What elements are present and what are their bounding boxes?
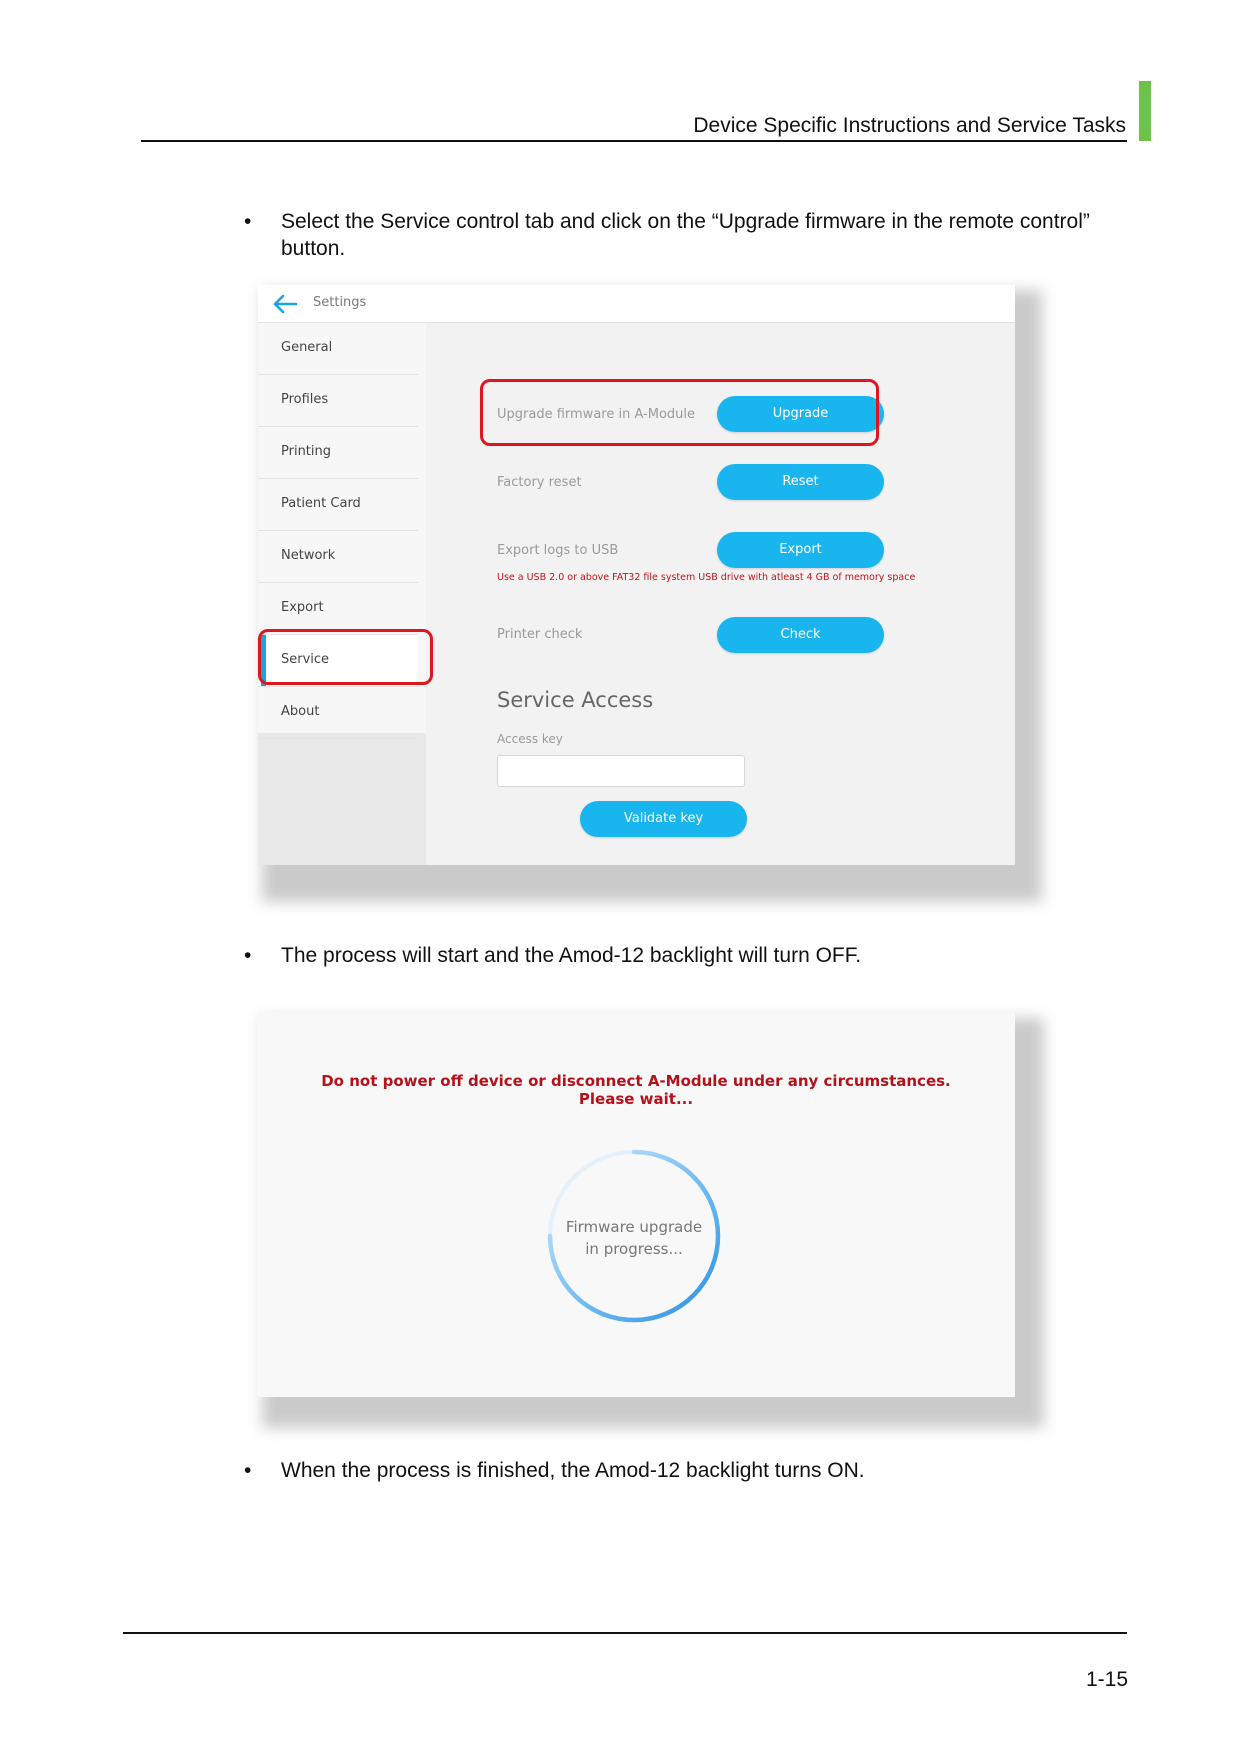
sidebar-item-label: Printing [281, 444, 332, 459]
upgrade-button[interactable]: Upgrade [717, 396, 884, 432]
validate-key-button[interactable]: Validate key [580, 801, 747, 837]
progress-spinner-icon [544, 1146, 724, 1326]
sidebar-item-label: Profiles [281, 392, 329, 407]
sidebar-item-patient-card[interactable] [258, 479, 418, 531]
step-1-text: Select the Service control tab and click on the “Upgrade firmware in the remote control” button. [281, 210, 1090, 260]
export-button[interactable]: Export [717, 532, 884, 568]
bullet-2: • [244, 944, 252, 967]
section-marker [1139, 81, 1151, 141]
step-3-text: When the process is finished, the Amod-12 backlight turns ON. [281, 1459, 865, 1482]
check-button[interactable]: Check [717, 617, 884, 653]
please-wait-message: Please wait... [578, 1090, 694, 1108]
service-access-heading: Service Access [497, 688, 654, 712]
page-header-title: Device Specific Instructions and Service Tasks [693, 114, 1126, 137]
upgrade-firmware-label: Upgrade firmware in A-Module [497, 407, 696, 422]
sidebar-item-printing[interactable] [258, 427, 418, 479]
sidebar-item-label: Export [281, 600, 324, 615]
sidebar-item-label: Network [281, 548, 336, 563]
sidebar-item-network[interactable] [258, 531, 418, 583]
factory-reset-label: Factory reset [497, 475, 582, 490]
sidebar-item-about[interactable] [258, 687, 418, 739]
upgrade-highlight-box [480, 379, 879, 446]
bullet-3: • [244, 1459, 252, 1482]
page-number: 1-15 [1085, 1668, 1128, 1691]
arrow-left-icon[interactable] [272, 293, 298, 315]
settings-topbar [258, 285, 1015, 323]
export-logs-label: Export logs to USB [497, 543, 619, 558]
firmware-upgrade-status: Firmware upgrade [565, 1218, 703, 1236]
access-key-input[interactable] [497, 755, 745, 787]
sidebar-item-profiles[interactable] [258, 375, 418, 427]
reset-button[interactable]: Reset [717, 464, 884, 500]
sidebar-item-label: Patient Card [281, 496, 361, 511]
header-divider [141, 140, 1127, 142]
settings-screenshot [258, 285, 1015, 865]
printer-check-label: Printer check [497, 627, 583, 642]
access-key-label: Access key [497, 732, 563, 746]
bullet-1: • [244, 210, 252, 233]
usb-requirement-note: Use a USB 2.0 or above FAT32 file system USB drive with atleast 4 GB of memory space [497, 572, 916, 583]
footer-divider [123, 1632, 1127, 1634]
sidebar-item-label: Service [281, 652, 330, 667]
sidebar-item-export[interactable] [258, 583, 418, 635]
sidebar-item-label: General [281, 340, 333, 355]
sidebar-item-general[interactable] [258, 323, 418, 375]
service-highlight-box [258, 629, 433, 685]
progress-screenshot [257, 1012, 1015, 1397]
sidebar-item-label: About [281, 704, 320, 719]
warning-message: Do not power off device or disconnect A-Module under any circumstances. [321, 1072, 951, 1090]
in-progress-status: in progress... [585, 1240, 683, 1258]
step-2-text: The process will start and the Amod-12 backlight will turn OFF. [281, 944, 862, 967]
settings-title: Settings [313, 295, 367, 310]
